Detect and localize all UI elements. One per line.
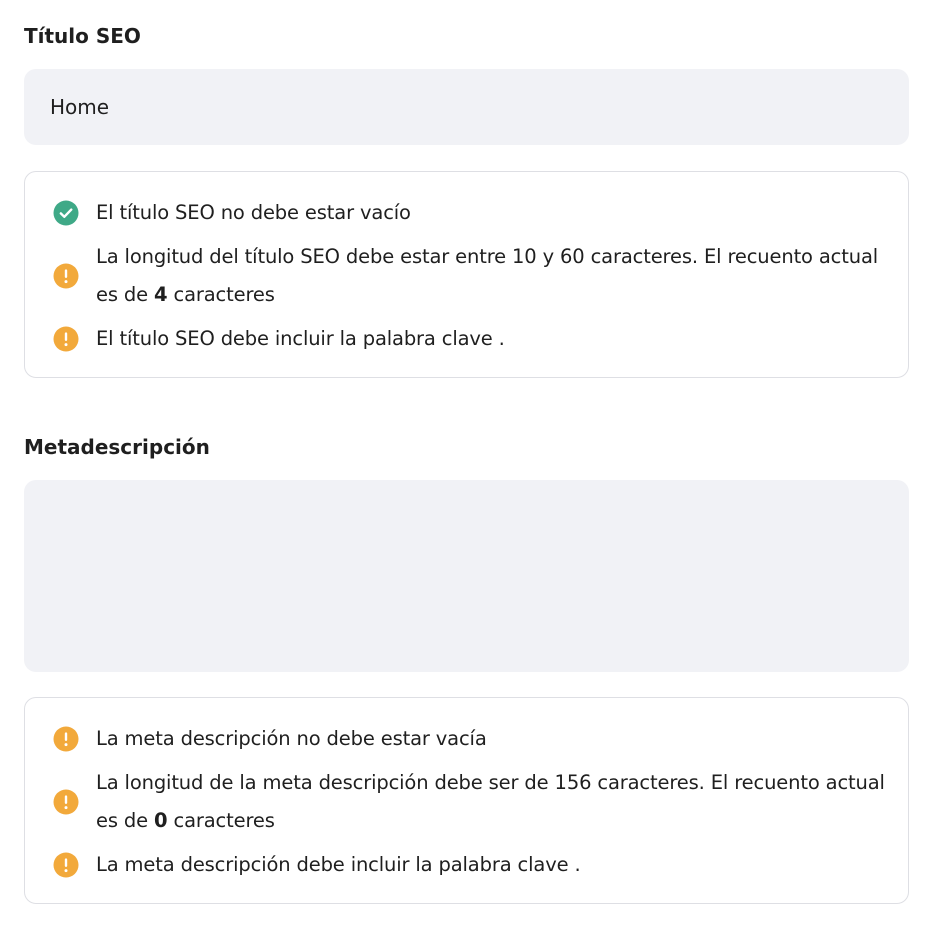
check-text-after: caracteres	[167, 809, 275, 832]
check-text-after: caracteres	[167, 283, 275, 306]
check-text	[96, 764, 888, 840]
check-text-before: La longitud del título SEO debe estar entre 10 y 60 caracteres. El recuento actual es de	[96, 245, 879, 306]
check-circle-icon	[53, 200, 79, 226]
meta-description-input[interactable]	[24, 480, 909, 672]
check-text-before: La longitud de la meta descripción debe ser de 156 caracteres. El recuento actual es de	[96, 771, 885, 832]
check-text: La meta descripción debe incluir la palabra clave .	[96, 853, 581, 876]
check-item	[53, 720, 888, 758]
exclamation-circle-icon	[53, 726, 79, 752]
check-item	[53, 238, 888, 314]
seo-title-checks	[24, 171, 909, 378]
character-count: 4	[154, 283, 168, 306]
character-count: 0	[154, 809, 168, 832]
check-item	[53, 320, 888, 358]
seo-title-input[interactable]	[24, 69, 909, 145]
check-text: La meta descripción no debe estar vacía	[96, 727, 487, 750]
exclamation-circle-icon	[53, 326, 79, 352]
check-item	[53, 764, 888, 840]
check-item	[53, 846, 888, 884]
seo-title-label: Título SEO	[24, 24, 141, 48]
check-item	[53, 194, 888, 232]
exclamation-circle-icon	[53, 263, 79, 289]
check-text: El título SEO debe incluir la palabra clave .	[96, 327, 505, 350]
meta-description-label: Metadescripción	[24, 435, 210, 459]
exclamation-circle-icon	[53, 789, 79, 815]
exclamation-circle-icon	[53, 852, 79, 878]
check-text	[96, 238, 888, 314]
check-text: El título SEO no debe estar vacío	[96, 201, 411, 224]
meta-description-checks	[24, 697, 909, 904]
